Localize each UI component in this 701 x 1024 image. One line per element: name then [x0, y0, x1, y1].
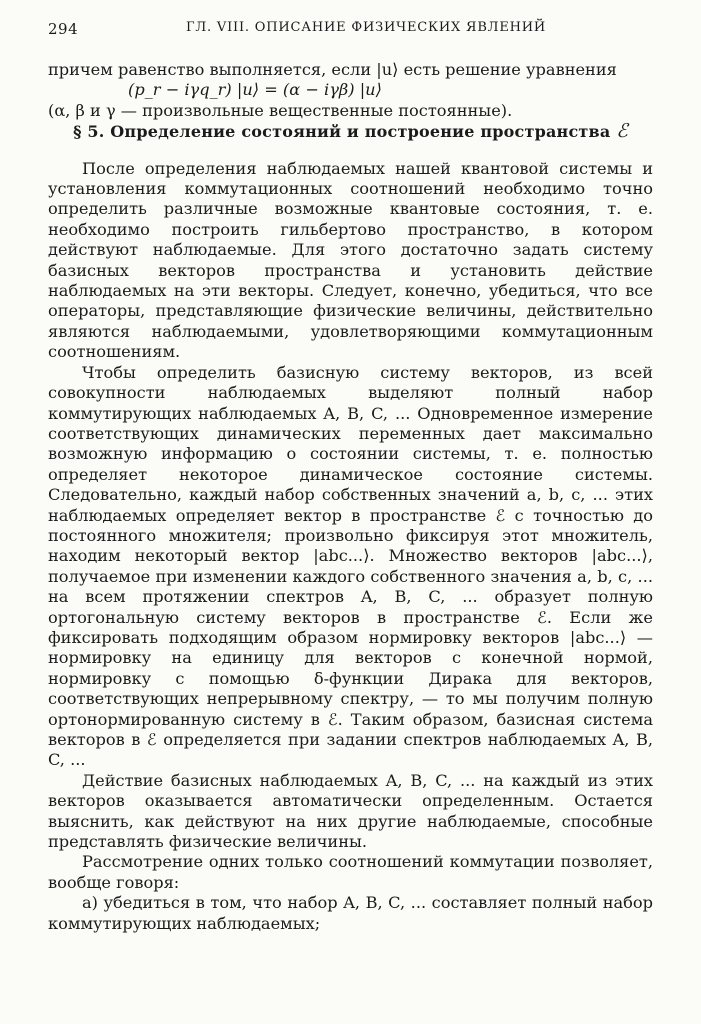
intro-line: причем равенство выполняется, если |u⟩ есть решение уравнения: [48, 60, 617, 79]
paragraph: После определения наблюдаемых нашей квантовой системы и установления коммутационных соотношений необходимо точно определить различные возможные квантовые состояния, т. е. необходимо построить гильбертово пространство, в котором действуют наблюдаемые. Для этого достаточно задать систему базисных векторов пространства и установить действие наблюдаемых на эти векторы. Следует, конечно, убедиться, что все операторы, представляющие физические величины, действительно являются наблюдаемыми, удовлетворяющими коммутационным соотношениям.: [48, 158, 653, 362]
list-item: а) убедиться в том, что набор A, B, C, ... составляет полный набор коммутирующих наблюдаемых;: [48, 893, 653, 933]
section-title: [48, 121, 653, 142]
paragraph: Действие базисных наблюдаемых A, B, C, ... на каждый из этих векторов оказывается автоматически определенным. Остается выяснить, как действуют на них другие наблюдаемые, способные представлять физические величины.: [48, 770, 653, 852]
page-header: [48, 20, 653, 44]
page-number: 294: [48, 20, 79, 38]
paragraph: Чтобы определить базисную систему векторов, из всей совокупности наблюдаемых выделяют полный набор коммутирующих наблюдаемых A, B, C, ... Одновременное измерение соответствующих динамических переменных дает максимально возможную информацию о состоянии системы, т. е. полностью определяет некоторое динамическое состояние системы. Следовательно, каждый набор собственных значений a, b, c, ... этих наблюдаемых определяет вектор в пространстве ℰ с точностью до постоянного множителя; произвольно фиксируя этот множитель, находим некоторый вектор |abc...⟩. Множество векторов |abc...⟩, получаемое при изменении каждого собственного значения a, b, c, ... на всем протяжении спектров A, B, C, ... образует полную ортогональную систему векторов в пространстве ℰ. Если же фиксировать подходящим образом нормировку векторов |abc...⟩ — нормировку на единицу для векторов с конечной нормой, нормировку с помощью δ-функции Дирака для векторов, соответствующих непрерывному спектру, — то мы получим полную ортонормированную систему в ℰ. Таким образом, базисная система векторов в ℰ определяется при задании спектров наблюдаемых A, B, C, ...: [48, 362, 653, 770]
running-head: ГЛ. VIII. ОПИСАНИЕ ФИЗИЧЕСКИХ ЯВЛЕНИЙ: [186, 20, 547, 35]
body-text: [48, 60, 653, 934]
section-title-text: § 5. Определение состояний и построение пространства: [73, 122, 611, 142]
section-symbol: ℰ: [616, 120, 628, 143]
paragraph: Рассмотрение одних только соотношений коммутации позволяет, вообще говоря:: [48, 852, 653, 892]
formula: (p_r − iγq_r) |u⟩ = (α − iγβ) |u⟩: [128, 80, 382, 100]
formula-note: (α, β и γ — произвольные вещественные постоянные).: [48, 100, 513, 120]
